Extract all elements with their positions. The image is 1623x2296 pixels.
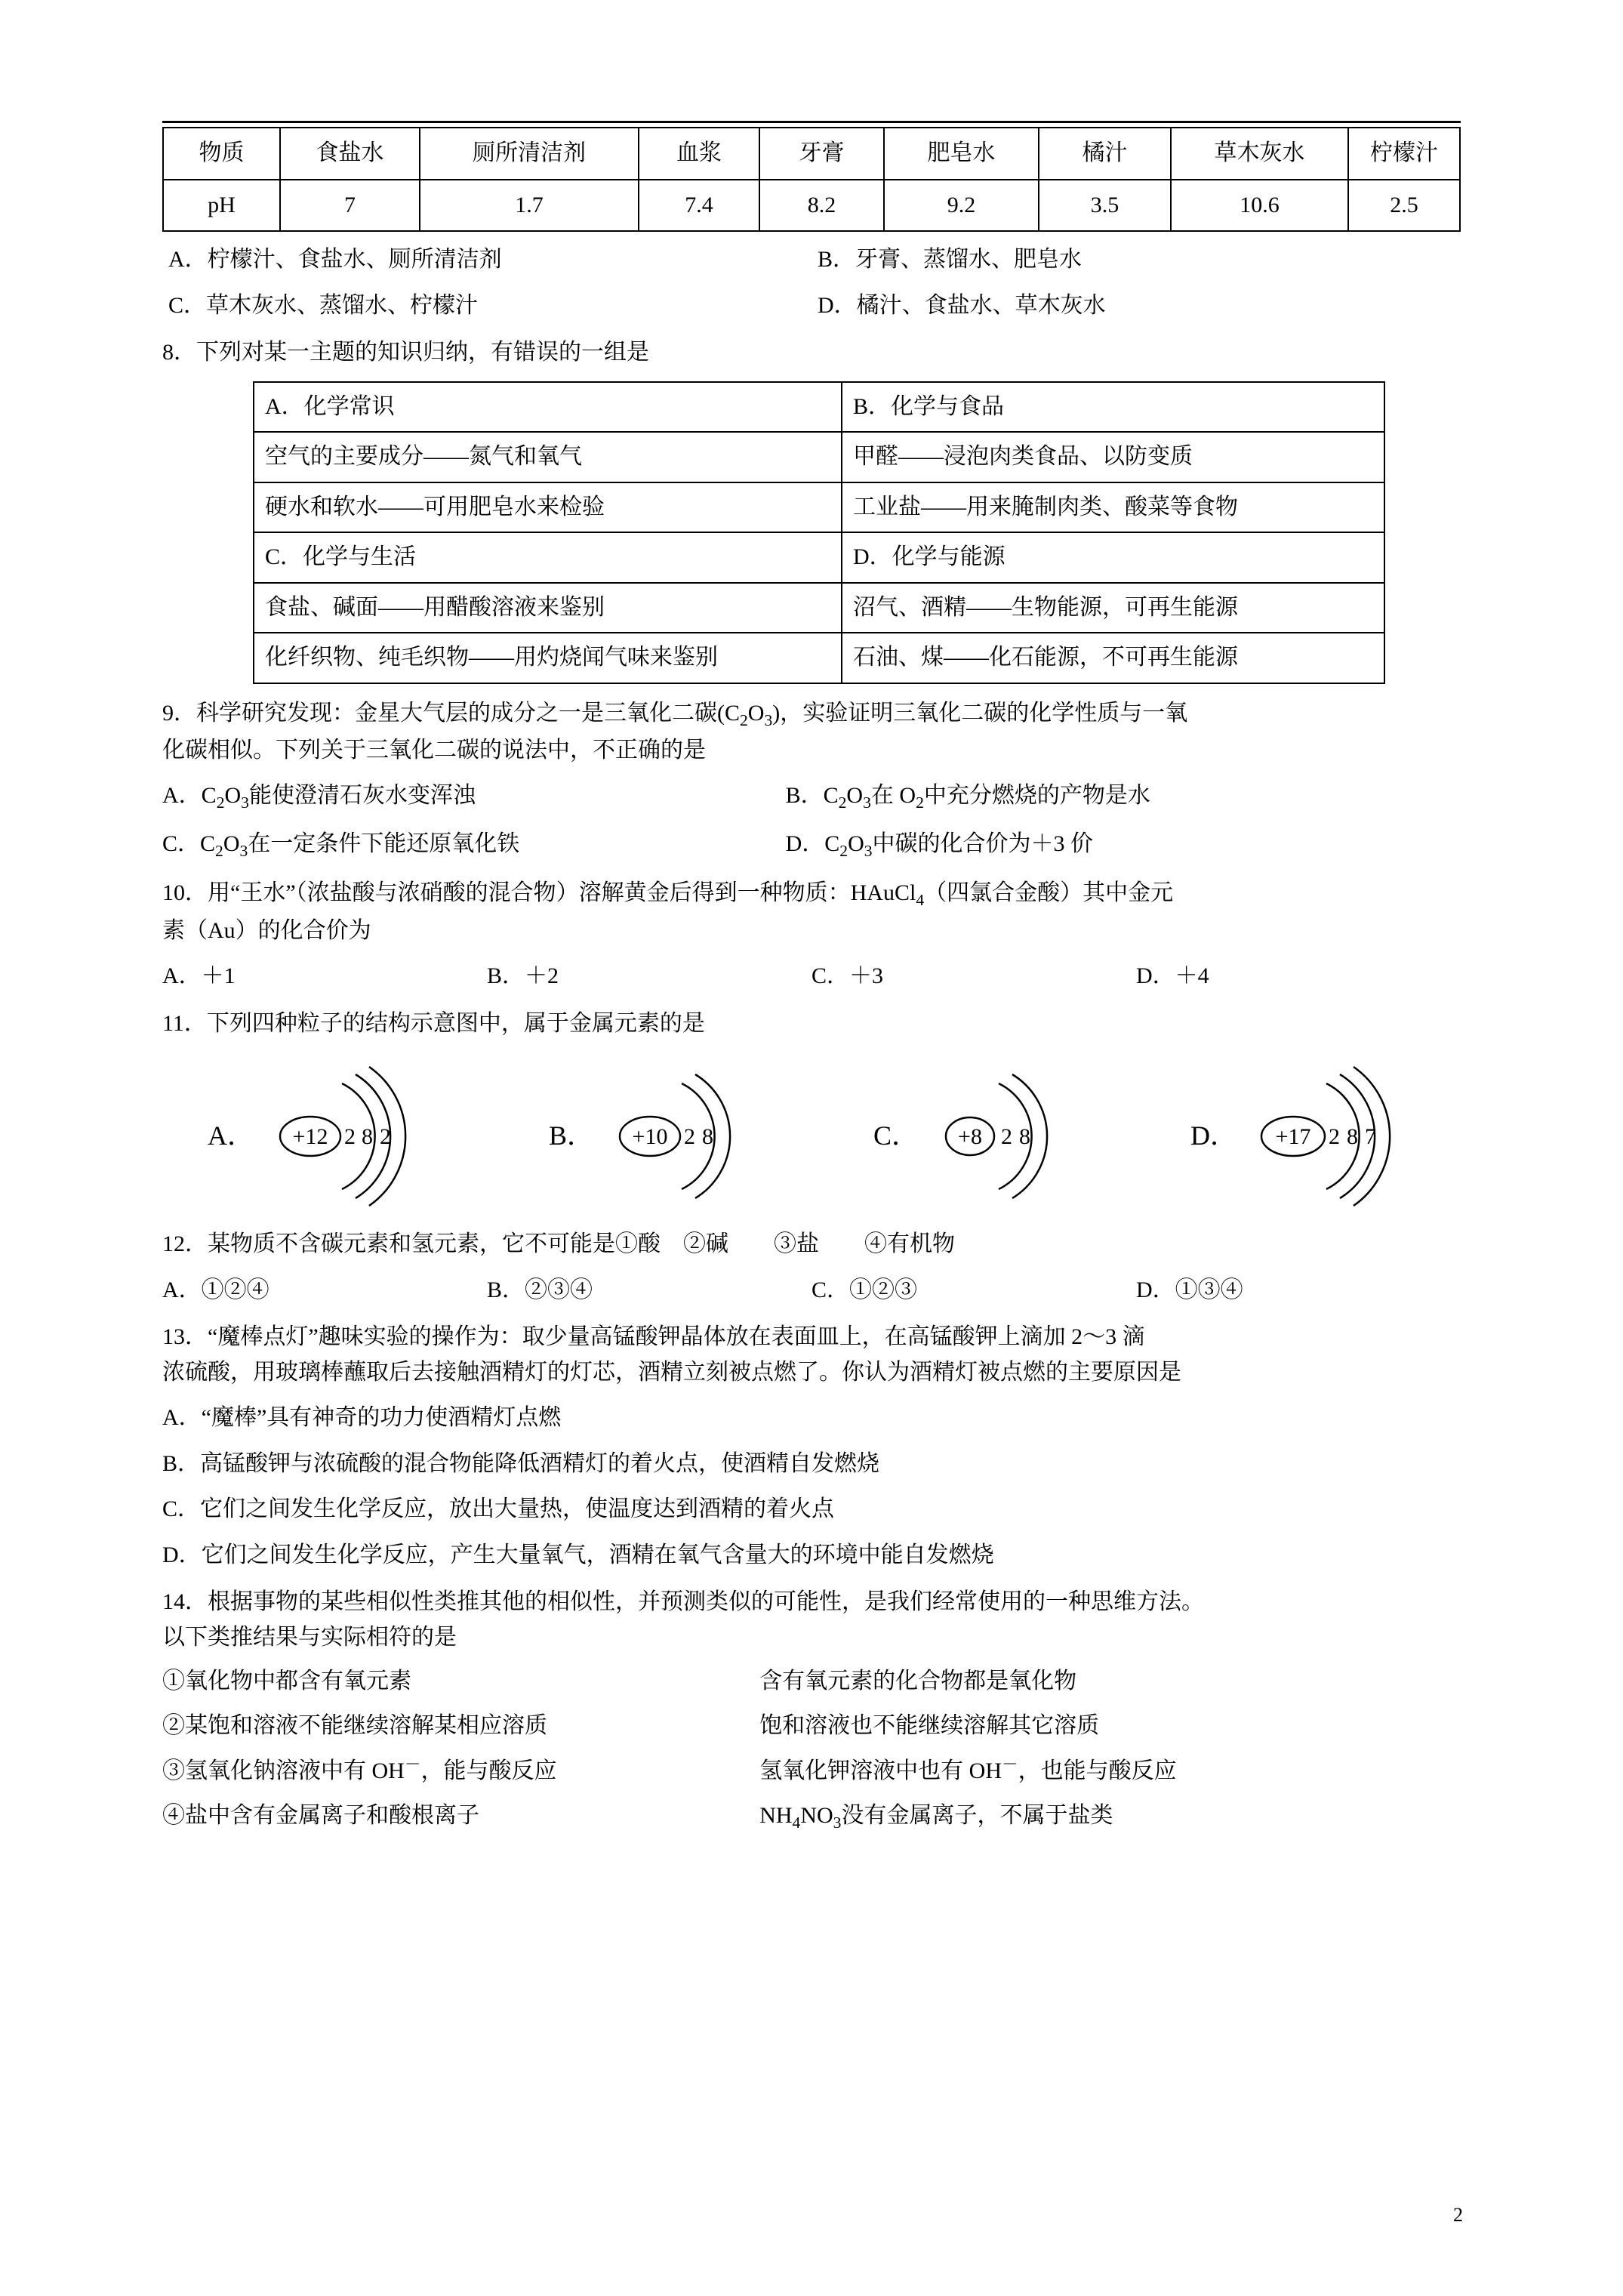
q11-b-shell-2: 8 [702,1124,713,1150]
q9-option-d-sub2: 3 [864,841,873,860]
q9-options-row-1 [162,778,1461,815]
table-cell: 石油、煤——化石能源，不可再生能源 [842,633,1384,683]
q12-option-b[interactable]: B．②③④ [487,1277,593,1302]
q11-b-shell-1: 2 [684,1124,695,1150]
table-cell: 草木灰水 [1171,128,1348,180]
q12-option-a[interactable]: A．①②④ [162,1277,269,1302]
q14-pair-2-left: ②某饱和溶液不能继续溶解某相应溶质 [162,1712,547,1738]
q9-option-b-post: 中充分燃烧的产物是水 [923,783,1150,809]
q9-option-b-sub1: 2 [838,794,847,812]
table-row [254,633,1384,683]
q9-option-a-sub1: 2 [216,794,225,812]
table-cell: 肥皂水 [884,128,1039,180]
q9-option-a-sub2: 3 [241,794,249,812]
question-13-line-1: 13．“魔棒点灯”趣味实验的操作为：取少量高锰酸钾晶体放在表面皿上，在高锰酸钾上滴加 2～3 滴 [162,1324,1145,1350]
q14-pair-4-right-sub1: 4 [792,1813,801,1832]
q9-option-b-pre: B．C [785,783,839,809]
header-rule [162,121,1461,123]
q10-sub: 4 [916,891,925,910]
question-13-line-2: 浓硫酸，用玻璃棒蘸取后去接触酒精灯的灯芯，酒精立刻被点燃了。你认为酒精灯被点燃的主要原因是 [162,1359,1181,1385]
q10-text-post: （四氯合金酸）其中金元 [924,880,1174,906]
q13-option-a[interactable]: A．“魔棒”具有神奇的功力使酒精灯点燃 [162,1405,562,1431]
q9-option-a-post: 能使澄清石灰水变浑浊 [248,783,476,809]
q13-option-b[interactable]: B．高锰酸钾与浓硫酸的混合物能降低酒精灯的着火点，使酒精自发燃烧 [162,1450,880,1476]
q14-pair-3-right-sup: － [1002,1755,1018,1774]
q9-option-c[interactable] [162,827,786,864]
table-cell: 工业盐——用来腌制肉类、酸菜等食物 [842,482,1384,533]
q13-option-c[interactable]: C．它们之间发生化学反应，放出大量热，使温度达到酒精的着火点 [162,1496,835,1522]
q11-b-charge: +10 [632,1124,668,1150]
table-row [254,382,1384,433]
q12-option-c[interactable]: C．①②③ [812,1277,918,1302]
q11-option-c-label: C． [873,1120,919,1151]
q11-option-d[interactable] [1190,1061,1431,1212]
q14-pair-4-right [759,1798,1461,1835]
q9-option-b-mid2: 在 O [870,783,916,809]
q11-c-shell-2: 8 [1019,1124,1030,1150]
q14-pair-3-right [759,1752,1461,1789]
q10-option-d[interactable]: D．＋4 [1136,963,1209,989]
q11-a-shell-1: 2 [344,1124,356,1150]
q11-d-shell-1: 2 [1328,1124,1340,1150]
table-cell: A．化学常识 [254,382,842,433]
q9-option-c-mid: O [223,831,240,856]
q10-options [162,959,1461,994]
q9-text-part-1: 9．科学研究发现：金星大气层的成分之一是三氧化二碳(C [162,700,740,726]
ph-table-header-substance: 物质 [163,128,280,180]
q9-option-c-post: 在一定条件下能还原氧化铁 [248,831,520,856]
q12-options [162,1273,1461,1308]
table-cell: 硬水和软水——可用肥皂水来检验 [254,482,842,533]
question-9-line-2: 化碳相似。下列关于三氧化二碳的说法中，不正确的是 [162,737,706,763]
table-cell: B．化学与食品 [842,382,1384,433]
q14-pair-3-left-pre: ③氢氧化钠溶液中有 OH [162,1758,405,1784]
q7-option-c[interactable]: C．草木灰水、蒸馏水、柠檬汁 [168,292,479,318]
table-cell: 8.2 [759,180,884,232]
ph-table [162,127,1461,232]
q9-option-a-mid: O [224,783,242,809]
q10-option-c[interactable]: C．＋3 [812,963,884,989]
table-row [163,180,1460,232]
table-cell: 血浆 [639,128,759,180]
q14-pair-4-right-mid: NO [800,1802,833,1828]
question-10-line-1 [162,876,1461,913]
q11-option-d-label: D． [1190,1120,1237,1151]
question-14-line-2: 以下类推结果与实际相符的是 [162,1624,457,1650]
table-cell: 9.2 [884,180,1039,232]
q8-table [253,381,1385,684]
q9-option-b-sub2: 3 [863,794,871,812]
q11-d-shell-3: 7 [1364,1124,1376,1150]
q10-text-pre: 10．用“王水”（浓盐酸与浓硝酸的混合物）溶解黄金后得到一种物质：HAuCl [162,880,916,906]
q14-pair-1 [162,1664,1461,1700]
table-row [254,532,1384,583]
atom-structure-icon [266,1061,440,1212]
question-14-line-1: 14．根据事物的某些相似性类推其他的相似性，并预测类似的可能性，是我们经常使用的一种思维方法。 [162,1589,1204,1615]
q14-pair-4-right-pre: NH [759,1802,793,1828]
table-cell: 橘汁 [1039,128,1171,180]
q9-option-c-sub1: 2 [215,841,223,860]
q14-pair-3-left [162,1752,759,1789]
q14-pair-4-right-sub2: 3 [833,1813,842,1832]
q7-option-d[interactable]: D．橘汁、食盐水、草木灰水 [818,292,1106,318]
q9-sub-2: 3 [764,710,773,729]
atom-structure-icon [606,1061,765,1212]
q9-option-a[interactable] [162,778,786,815]
q9-text-part-2: O [747,700,765,726]
q14-pair-2 [162,1709,1461,1744]
table-cell: D．化学与能源 [842,532,1384,583]
q9-option-d-sub1: 2 [839,841,848,860]
q11-c-shell-1: 2 [1001,1124,1012,1150]
q9-option-a-pre: A．C [162,783,217,809]
q14-pair-3-right-post: ，也能与酸反应 [1018,1758,1177,1784]
question-11-stem: 11．下列四种粒子的结构示意图中，属于金属元素的是 [162,1010,705,1036]
q11-a-shell-2: 8 [362,1124,373,1150]
question-8-stem: 8．下列对某一主题的知识归纳，有错误的一组是 [162,340,649,365]
q9-option-d-mid: O [848,831,864,856]
table-cell: 10.6 [1171,180,1348,232]
q13-option-d[interactable]: D．它们之间发生化学反应，产生大量氧气，酒精在氧气含量大的环境中能自发燃烧 [162,1542,994,1567]
q11-option-c[interactable] [873,1061,1082,1212]
table-cell: C．化学与生活 [254,532,842,583]
q12-option-d[interactable]: D．①③④ [1136,1277,1243,1302]
table-row [254,432,1384,482]
q9-option-c-pre: C．C [162,831,216,856]
q10-option-b[interactable]: B．＋2 [487,963,559,989]
q7-option-a[interactable]: A．柠檬汁、食盐水、厕所清洁剂 [168,247,502,272]
table-cell: 化纤织物、纯毛织物——用灼烧闻气味来鉴别 [254,633,842,683]
table-cell: 1.7 [420,180,639,232]
table-cell: 柠檬汁 [1348,128,1460,180]
q9-option-c-sub2: 3 [239,841,248,860]
q14-pair-1-right: 含有氧元素的化合物都是氧化物 [759,1669,1077,1694]
question-12-stem: 12．某物质不含碳元素和氢元素，它不可能是①酸 ②碱 ③盐 ④有机物 [162,1231,955,1257]
table-cell: 甲醛——浸泡肉类食品、以防变质 [842,432,1384,482]
q11-a-charge: +12 [292,1124,328,1150]
q9-option-d[interactable] [786,827,1093,864]
q9-sub-1: 2 [740,710,748,729]
ph-table-header-ph: pH [163,180,280,232]
table-cell: 7 [280,180,420,232]
q14-pair-3-left-sup: － [404,1755,421,1774]
q11-option-b[interactable] [549,1061,765,1212]
q14-pair-4-left: ④盐中含有金属离子和酸根离子 [162,1802,479,1828]
q14-pair-1-left: ①氧化物中都含有氧元素 [162,1669,411,1694]
table-cell: 7.4 [639,180,759,232]
q14-pair-3-left-post: ，能与酸反应 [420,1758,557,1784]
q14-pair-4 [162,1798,1461,1835]
table-cell: 牙膏 [759,128,884,180]
q14-pair-2-right: 饱和溶液也不能继续溶解其它溶质 [759,1712,1100,1738]
q11-d-shell-2: 8 [1346,1124,1358,1150]
q9-option-b-mid: O [846,783,864,809]
table-cell: 厕所清洁剂 [420,128,639,180]
table-row [163,128,1460,180]
q9-option-b[interactable] [786,778,1150,815]
question-10-line-2: 素（Au）的化合价为 [162,917,371,943]
page-number: 2 [1453,2204,1463,2226]
q11-a-shell-3: 2 [380,1124,391,1150]
q11-option-b-label: B． [548,1120,594,1151]
table-cell: 食盐、碱面——用醋酸溶液来鉴别 [254,583,842,633]
q14-pair-3 [162,1752,1461,1789]
question-9-line-1 [162,696,1461,733]
q9-options-row-2 [162,827,1461,864]
table-cell: 空气的主要成分——氮气和氧气 [254,432,842,482]
table-cell: 食盐水 [280,128,420,180]
q9-option-b-sub3: 2 [916,794,924,812]
q11-option-a-label: A． [208,1120,254,1151]
page-content [162,127,1461,1835]
table-cell: 3.5 [1039,180,1171,232]
q11-option-a[interactable] [208,1061,440,1212]
q10-option-a[interactable]: A．＋1 [162,963,236,989]
table-cell: 2.5 [1348,180,1460,232]
q14-pair-3-right-pre: 氢氧化钾溶液中也有 OH [759,1758,1002,1784]
q14-pair-4-right-post: 没有金属离子，不属于盐类 [841,1802,1113,1828]
q7-options-row-1 [162,242,1461,278]
table-row [254,583,1384,633]
table-row [254,482,1384,533]
q11-d-charge: +17 [1275,1124,1311,1150]
q11-atom-diagrams [162,1061,1461,1212]
atom-structure-icon [1249,1061,1431,1212]
q9-option-d-pre: D．C [785,831,840,856]
q11-c-charge: +8 [958,1124,982,1150]
q7-options-row-2 [162,288,1461,324]
q9-option-d-post: 中碳的化合价为＋3 价 [872,831,1094,856]
q7-option-b[interactable]: B．牙膏、蒸馏水、肥皂水 [818,247,1083,272]
table-cell: 沼气、酒精——生物能源，可再生能源 [842,583,1384,633]
atom-structure-icon [931,1061,1082,1212]
q9-text-part-3: )，实验证明三氧化二碳的化学性质与一氧 [772,700,1188,726]
